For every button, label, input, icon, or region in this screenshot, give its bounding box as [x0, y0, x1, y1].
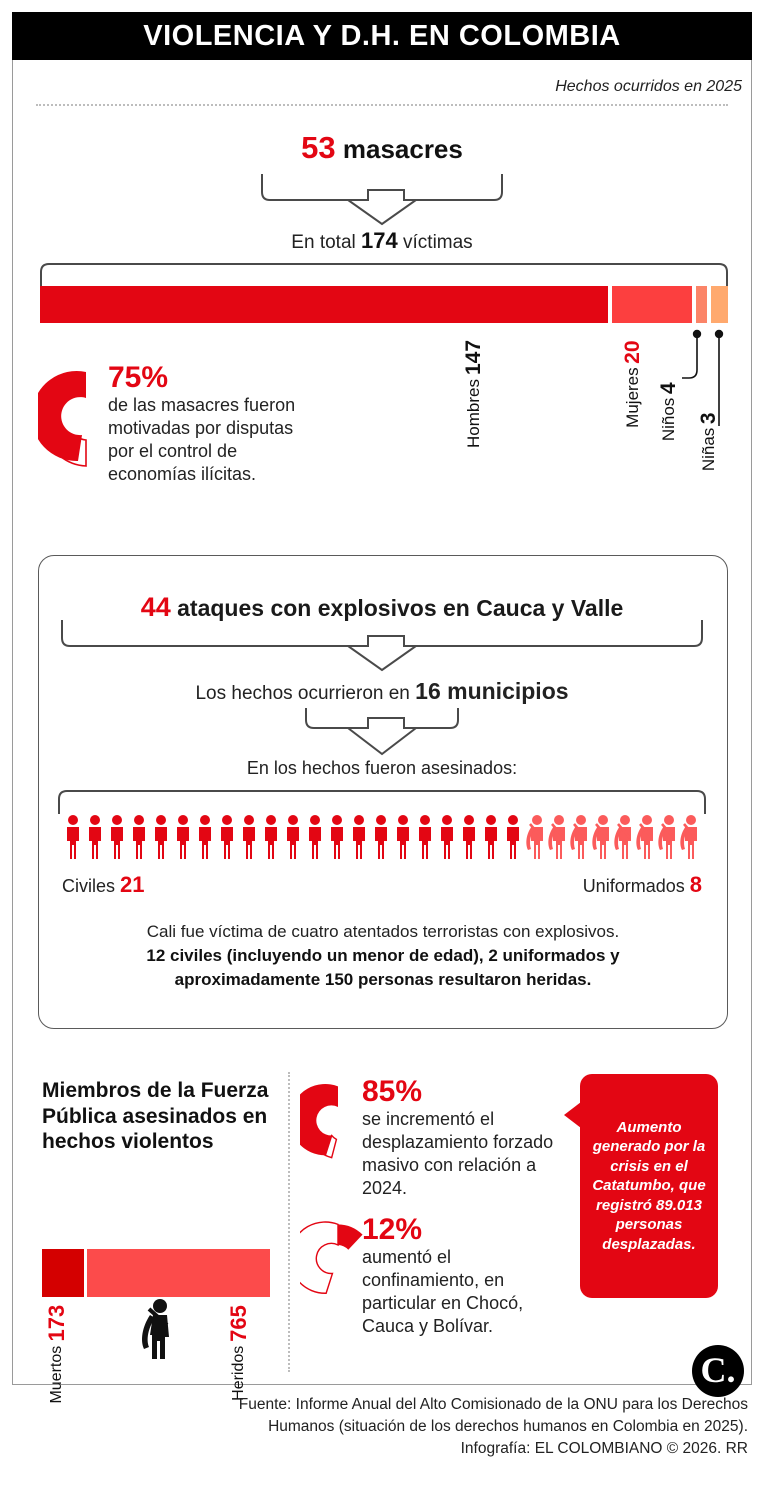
municipios-prefix: Los hechos ocurrieron en [195, 683, 416, 704]
bar-label-mujeres-text: Mujeres [623, 367, 642, 428]
explosives-headline-text: ataques con explosivos en Cauca y Valle [177, 595, 624, 621]
bar-label-hombres-value: 147 [462, 340, 485, 376]
explosives-count: 44 [140, 592, 171, 622]
bracket-arrow-masacres [258, 172, 506, 228]
civilian-icon [392, 814, 414, 860]
uniformed-icon [634, 814, 656, 860]
civilian-icon [414, 814, 436, 860]
civilian-icon [502, 814, 524, 860]
muertos-label-text: Muertos [48, 1345, 65, 1404]
civilian-icon [84, 814, 106, 860]
cali-line2: 12 civiles (incluyendo un menor de edad), 2 uniformados y [146, 946, 620, 966]
leader-lines-ninos-ninas [672, 322, 732, 430]
fuerza-publica-bar [42, 1249, 270, 1297]
uniformed-icon [546, 814, 568, 860]
bar-segment-mujeres [612, 286, 692, 323]
masacres-headline [0, 130, 764, 166]
stat-block-12 [362, 1214, 562, 1338]
page-title: VIOLENCIA Y D.H. EN COLOMBIA [143, 19, 621, 52]
subtitle: Hechos ocurridos en 2025 [555, 78, 742, 95]
civilian-icon [282, 814, 304, 860]
municipios-value: 16 municipios [415, 678, 569, 704]
el-colombiano-logo [692, 1345, 744, 1397]
civilian-icon [370, 814, 392, 860]
bar-label-ninos-value: 4 [657, 382, 680, 394]
stat-block-75 [108, 362, 323, 486]
percent-85-value: 85% [362, 1075, 423, 1108]
bar-segment-ninos [696, 286, 708, 323]
callout-text: Aumento generado por la crisis en el Catatumbo, que registró 89.013 personas desplazadas. [592, 1118, 706, 1253]
victims-stacked-bar [40, 286, 728, 323]
total-victims-value: 174 [361, 228, 398, 253]
percent-85-text: se incrementó el desplazamiento forzado masivo con relación a 2024. [362, 1108, 554, 1198]
uniformed-icon [524, 814, 546, 860]
bar-label-ninas-value: 3 [697, 412, 720, 424]
masacres-label: masacres [342, 134, 463, 164]
bar-segment-hombres [40, 286, 608, 323]
bracket-arrow-explosives [58, 618, 706, 674]
pictogram-row [62, 812, 702, 860]
cali-line3: aproximadamente 150 personas resultaron heridas. [174, 970, 592, 990]
bar-segment-ninas [711, 286, 728, 323]
bar-label-ninos-text: Niños [659, 397, 678, 442]
civilian-icon [238, 814, 260, 860]
total-prefix: En total [291, 232, 362, 253]
vertical-divider-dotted [288, 1072, 290, 1372]
civilian-icon [62, 814, 84, 860]
muertos-label [44, 1305, 70, 1404]
divider-dotted [36, 104, 728, 106]
title-bar [12, 12, 752, 60]
bracket-victims-bar [40, 262, 728, 288]
civilian-icon [480, 814, 502, 860]
uniformed-icon [678, 814, 700, 860]
uniformed-icon [656, 814, 678, 860]
source-footer [12, 1394, 752, 1460]
soldier-icon [136, 1297, 176, 1361]
total-victims-line [0, 228, 764, 254]
civilian-icon [348, 814, 370, 860]
civilian-icon [172, 814, 194, 860]
bar-label-ninas-text: Niñas [699, 427, 718, 472]
civilian-icon [326, 814, 348, 860]
fuerza-publica-title: Miembros de la Fuerza Pública asesinados en hechos violentos [42, 1079, 269, 1154]
uniformados-label-text: Uniformados [582, 876, 685, 896]
uniformed-icon [568, 814, 590, 860]
footer-line-3: Infografía: EL COLOMBIANO © 2026. RR [460, 1440, 748, 1457]
uniformados-label [583, 872, 702, 898]
civilian-icon [216, 814, 238, 860]
total-suffix: víctimas [397, 232, 473, 253]
civilian-icon [128, 814, 150, 860]
bracket-pictograms [58, 790, 706, 814]
uniformed-icon [612, 814, 634, 860]
civilian-icon [436, 814, 458, 860]
uniformed-icon [590, 814, 612, 860]
bar-segment-heridos [87, 1249, 270, 1297]
civiles-label [62, 872, 145, 898]
civilian-icon [304, 814, 326, 860]
civilian-icon [458, 814, 480, 860]
heridos-label-text: Heridos [230, 1345, 247, 1401]
civilian-icon [150, 814, 172, 860]
heridos-value: 765 [226, 1305, 251, 1342]
civiles-value: 21 [120, 872, 145, 897]
percent-12-text: aumentó el confinamiento, en particular en Chocó, Cauca y Bolívar. [362, 1246, 524, 1336]
bar-segment-muertos [42, 1249, 84, 1297]
civilian-icon [260, 814, 282, 860]
municipios-line [0, 678, 764, 705]
percent-12-value: 12% [362, 1213, 423, 1246]
bar-label-mujeres [621, 340, 645, 428]
bar-label-hombres [462, 340, 486, 448]
muertos-value: 173 [44, 1305, 69, 1342]
footer-line-1: Fuente: Informe Anual del Alto Comisionado de la ONU para los Derechos [238, 1396, 748, 1413]
killed-label: En los hechos fueron asesinados: [246, 758, 518, 778]
masacres-count: 53 [301, 130, 336, 165]
logo-mark: C. [700, 1350, 736, 1390]
cali-note [58, 920, 708, 992]
civilian-icon [194, 814, 216, 860]
footer-line-2: Humanos (situación de los derechos humanos en Colombia en 2025). [268, 1418, 748, 1435]
bracket-arrow-municipios [302, 706, 462, 758]
percent-75-text: de las masacres fueron motivadas por disputas por el control de economías ilícitas. [108, 394, 296, 484]
civiles-label-text: Civiles [62, 876, 116, 896]
bar-label-hombres-text: Hombres [464, 379, 483, 449]
stat-block-85 [362, 1076, 562, 1200]
civilian-icon [106, 814, 128, 860]
uniformados-value: 8 [689, 872, 702, 897]
cali-line1: Cali fue víctima de cuatro atentados terroristas con explosivos. [146, 922, 620, 941]
callout-catatumbo [580, 1074, 718, 1298]
bar-label-mujeres-value: 20 [621, 340, 644, 364]
heridos-label [226, 1305, 252, 1401]
percent-75-value: 75% [108, 361, 169, 394]
